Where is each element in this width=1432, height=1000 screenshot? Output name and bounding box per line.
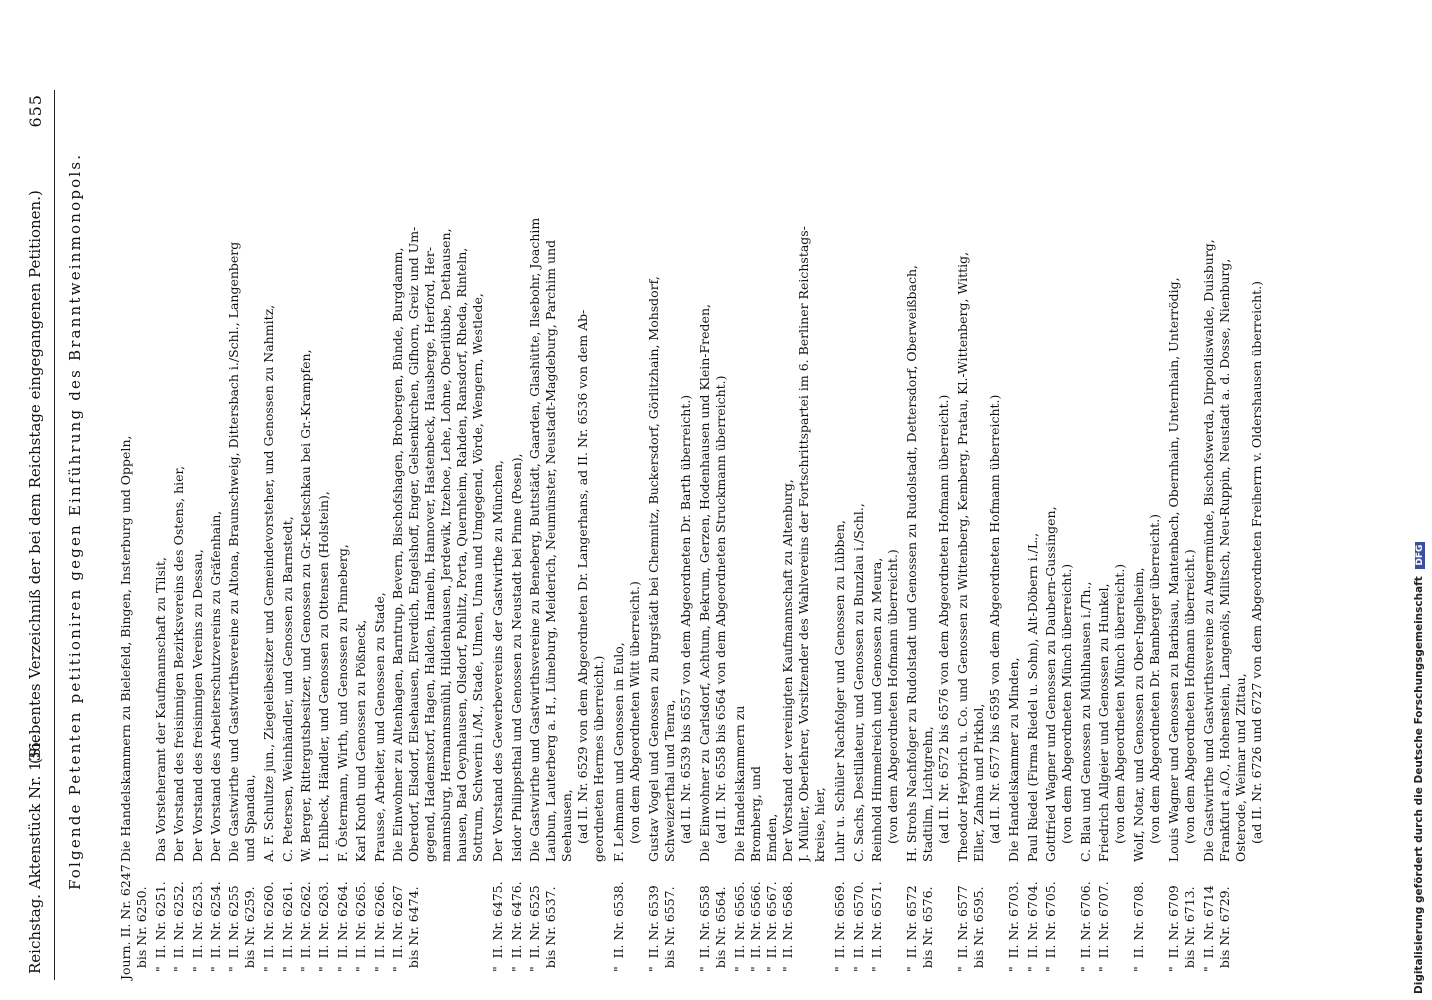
entry-reference: " II. Nr. 6262. [298,881,313,980]
entry-reference: " II. Nr. 6476. [508,881,524,980]
dfg-logo: DFG [1415,542,1425,569]
entry-text [1043,52,1075,862]
entry-line: Der Vorstand des freisinnigen Bezirksvereins des Ostens, hier, [171,465,187,862]
entry-line: (ad II. Nr. 6726 und 6727 von dem Abgeordneten Freiherrn v. Oldershausen überreicht.) [1248,280,1264,844]
entry-line: Prausse, Arbeiter, und Genossen zu Stade, [371,592,387,862]
entry-text [646,52,694,862]
entry-reference: " II. Nr. 6714 bis Nr. 6729. [1200,885,1232,973]
entry-line: C. Blau und Genossen zu Mühlhausen i./Th., [1078,581,1093,862]
entry-line: (von dem Abgeordneten Hofmann überreicht.) [1182,549,1197,844]
entry-line: Paul Riedel (Firma Riedel u. Sohn), Alt-Döbern i./L., [1024,532,1040,862]
entry-line: Frankfurt a./O., Hohenstein, Langenöls, Militsch, Neu-Ruppin, Neustadt a. d. Dosse, Nienburg, [1216,258,1232,862]
entry-line: (ad II. Nr. 6577 bis 6595 von dem Abgeordneten Hofmann überreicht.) [987,394,1003,844]
entry-text [732,52,828,862]
entry-reference: " II. Nr. 6704. [1024,881,1040,980]
entry-reference: " II. Nr. 6261. [279,881,295,980]
entry-line: H. Strohs Nachfolger zu Rudolstadt und Genossen zu Rudolstadt, Dettersdorf, Oberweißbach, [904,265,919,862]
entry-line: gegend, Hademstorf, Hagen, Halden, Hameln, Hannover, Hastenbeck, Hausberge, Herford, Her- [422,246,437,862]
section-title: Folgende Petenten petitioniren gegen Einführung des Branntweinmonopols. [66,152,84,890]
entry-line: Die Gastwirthe und Gastwirthsvereine zu Angermünde, Bischofswerda, Dirpoldiswalde, Duisburg, [1200,239,1216,862]
entry-reference: " II. Nr. 6577 bis Nr. 6595. [955,885,987,973]
entry-line: Emden, [764,813,779,862]
entry-line: Oberdorf, Elsdorf, Elsehausen, Elverdich, Engelshoff, Enger, Gelsenkirchen, Gifhorn, Greiz und Um- [406,226,421,862]
entry-text [1025,52,1041,862]
entry-reference: " II. Nr. 6571. [869,881,885,980]
entry-text [955,52,1003,862]
entry-line: Friedrich Allgeier und Genossen zu Hunkel, [1096,583,1112,862]
page-number: 655 [26,94,45,128]
entry-line: (ad II. Nr. 6529 von dem Abgeordneten Dr. Langerhans, ad II. Nr. 6536 von dem Ab- [575,309,591,844]
entry-text [118,52,134,862]
entry-line: J. Müller, Oberlehrer, Vorsitzender des Wahlvereins der Fortschrittspartei im 6. Berliner Reichstags- [796,226,811,862]
entry-line: Der Vorstand des Gewerbevereins der Gastwirthe zu München, [490,460,506,862]
entry-line: W. Berger, Rittergutsbesitzer, und Genossen zu Gr.-Kletschkau bei Gr.-Krampfen, [298,349,313,862]
entry-reference: " II. Nr. 6570. [850,881,866,980]
entry-reference: " II. Nr. 6707. [1096,881,1112,980]
entry-line: Theodor Heybrich u. Co. und Genossen zu Wittenberg, Kemberg, Pratau, Kl.-Wittenberg, Wittig, [955,251,971,862]
credit-strip [1413,6,1431,994]
entry-line: Die Einwohner zu Altenhagen, Barntrup, Bevern, Bischofshagen, Brobergen, Bünde, Burgdamm, [390,247,405,862]
entry-line: Osterode, Weimar und Zittau, [1232,673,1248,862]
entry-text [226,52,258,862]
entry-line: und Spandau, [242,774,258,862]
entry-line: Sottrum, Schwerin i./M., Stade, Ulmen, Unna und Umgegend, Vörde, Wengern, Westlede, [470,293,485,862]
entry-line: Gottfried Wagner und Genossen zu Daubern-Gussingen, [1043,506,1059,862]
entry-text [280,52,296,862]
entry-line: Reinhold Himmelreich und Genossen zu Meura, [869,557,885,862]
entry-line: Die Handelskammern zu Bielefeld, Bingen, Insterburg und Oppeln, [118,435,133,862]
entry-reference: " II. Nr. 6572 bis Nr. 6576. [904,885,935,973]
entry-line: geordneten Hermes überreicht.) [591,655,607,862]
entry-reference: " II. Nr. 6703. [1006,881,1022,980]
entry-reference: " II. Nr. 6475. [490,881,506,980]
entry-text [261,52,277,862]
entry-text [490,52,506,862]
entry-text [171,52,187,862]
entry-line: Gustav Vogel und Genossen zu Burgstädt bei Chemnitz, Buckersdorf, Görlitzhain, Mohsdorf, [646,276,661,862]
entry-text [390,52,486,862]
entry-line: Bromberg, und [748,766,763,862]
entry-text [697,52,729,862]
entry-reference: " II. Nr. 6539 bis Nr. 6557. [646,885,677,973]
entry-line: C. Petersen, Weinhändler, und Genossen zu Barnstedt, [279,516,295,862]
entry-line: (von dem Abgeordneten Dr. Bamberger überreicht.) [1147,513,1163,844]
entry-text [353,52,369,862]
header-rule [54,90,55,980]
entry-line: C. Sachs, Destillateur, und Genossen zu Bunzlau i./Schl., [850,503,866,862]
entry-line: (von dem Abgeordneten Witt überreicht.) [627,581,643,844]
entry-reference: " II. Nr. 6252. [171,881,187,980]
entry-line: Luhr u. Schüler Nachfolger und Genossen zu Lübben, [832,520,848,862]
credit-text-wrap [1413,6,1425,994]
entry-line: Der Vorstand des freisinnigen Vereins zu Dessau, [189,549,205,862]
entry-text [208,52,224,862]
entry-reference: " II. Nr. 6708. [1131,881,1147,980]
entry-reference: " II. Nr. 6709 bis Nr. 6713. [1166,885,1197,973]
entry-reference: " II. Nr. 6538. [611,881,627,980]
entry-text [1078,52,1094,862]
entry-reference: " II. Nr. 6264. [334,881,350,980]
entry-reference: " II. Nr. 6569. [832,881,848,980]
entry-line: Laubun, Lauterberg a. H., Lüneburg, Meiderich, Neumünster, Neustadt-Magdeburg, Parchim und [543,239,559,862]
entry-reference: " II. Nr. 6525 bis Nr. 6537. [527,885,559,973]
entry-line: I. Ehlbeck, Händler, und Genossen zu Ottensen (Holstein), [316,491,332,862]
entry-reference: " II. Nr. 6705. [1043,881,1059,980]
entry-line: hausen, Bad Oeynhausen, Olsdorf, Pohlitz, Porta, Quernheim, Rahden, Ransdorf, Rheda, Rinteln, [454,247,469,862]
entry-reference: " II. Nr. 6251. [152,881,168,980]
entry-text [1201,52,1265,862]
entry-text [1131,52,1163,862]
entry-text [335,52,351,862]
entry-line: Die Gastwirthe und Gastwirthsvereine zu Beneberg, Buttstädt, Gaarden, Glashütte, Ilsebohr, Joachim [527,217,543,862]
entry-reference: " II. Nr. 6558 bis Nr. 6564. [697,885,729,973]
entry-reference: " II. Nr. 6260. [261,881,277,980]
entry-reference: " II. Nr. 6267 bis Nr. 6474. [390,885,421,973]
entry-text [527,52,607,862]
entry-line: Stadtilm, Lichtgrehn, [920,726,935,862]
entry-line: (von dem Abgeordneten Münch überreicht.) [1112,563,1128,844]
entry-text [190,52,206,862]
entry-reference: " II. Nr. 6254. [208,881,223,980]
entry-line: Der Vorstand des Arbeiterschutzvereins zu Gräfenhain, [208,510,223,862]
entry-line: Schweizerthal und Tenra, [662,699,677,862]
entry-text [372,52,388,862]
entry-line: kreise, hier, [812,787,827,862]
entry-text [851,52,867,862]
header-left: Reichstag. Aktenstück Nr. 136. [26,737,44,974]
entry-line: Der Vorstand der vereinigten Kaufmannschaft zu Altenburg, [780,479,795,862]
entry-text [509,52,525,862]
entry-line: Wolf, Notar, und Genossen zu Ober-Ingelheim, [1131,567,1147,862]
entry-line: (ad II. Nr. 6572 bis 6576 von dem Abgeordneten Hofmann überreicht.) [936,394,951,844]
entry-line: Das Vorsteheramt der Kaufmannschaft zu Tilsit, [152,557,168,862]
entry-line: Die Gastwirthe und Gastwirthsvereine zu Altona, Braunschweig, Dittersbach i./Schl., Langenberg [226,241,242,862]
entry-line: (von dem Abgeordneten Münch überreicht.) [1059,563,1075,844]
header-center: (Siebentes Verzeichniß der bei dem Reichstage eingegangenen Petitionen.) [26,190,44,764]
entry-line: Eller, Zahna und Pirkhol, [971,703,987,862]
entry-line: Seehausen, [559,789,575,862]
entry-reference: " II. Nr. 6706. [1078,881,1093,980]
entry-text [316,52,332,862]
entry-text [869,52,901,862]
entry-reference: " II. Nr. 6565. " II. Nr. 6566. " II. Nr. 6567. " II. Nr. 6568. [732,881,795,973]
entry-text [832,52,848,862]
entry-line: Louis Wagner und Genossen zu Barbisau, Mantenbach, Obernhain, Unternhain, Unterrödig, [1166,277,1181,862]
entry-text [298,52,314,862]
entry-text [153,52,169,862]
entry-reference: Journ. II. Nr. 6247 bis Nr. 6250. [118,864,149,980]
entry-reference: " II. Nr. 6266. [371,881,387,980]
entry-text [611,52,643,862]
credit-text: Digitalisierung gefördert durch die Deutsche Forschungsgemeinschaft [1413,576,1425,994]
entry-line: (ad II. Nr. 6539 bis 6557 von dem Abgeordneten Dr. Barth überreicht.) [678,394,693,844]
entry-line: F. Östermann, Wirth, und Genossen zu Pinneberg, [334,544,350,862]
entry-line: mannsburg, Hermannsmühl, Hildenhausen, Jerdewik, Itzehoe, Lehe, Lohne, Oberlübbe, Dethausen, [438,228,453,862]
entry-reference: " II. Nr. 6265. [353,881,369,980]
entry-reference: " II. Nr. 6255 bis Nr. 6259. [226,885,258,973]
entry-text [1006,52,1022,862]
entry-line: F. Lehmann und Genossen in Eulo, [611,642,627,862]
entry-text [1166,52,1198,862]
entry-line: Die Handelskammer zu Minden, [1006,657,1022,862]
entry-line: A. F. Schultze jun., Ziegeleibesitzer und Gemeindevorsteher, und Genossen zu Nahmitz, [261,304,277,862]
entry-line: Isidor Philippsthal und Genossen zu Neustadt bei Pinne (Posen), [508,453,524,862]
entry-line: (ad II. Nr. 6558 bis 6564 von dem Abgeordneten Struckmann überreicht.) [713,375,729,844]
entry-line: (von dem Abgeordneten Hofmann überreicht.) [885,549,901,844]
entry-text [1096,52,1128,862]
entry-reference: " II. Nr. 6253. [189,881,205,980]
entry-line: Die Einwohner zu Carlsdorf, Achtum, Bekrum, Gerzen, Hodenhausen und Klein-Freden, [697,304,713,862]
entry-line: Karl Knoth und Genossen zu Pößneck, [353,619,369,862]
entry-text [904,52,952,862]
entry-line: Die Handelskammern zu [732,705,747,862]
entry-reference: " II. Nr. 6263. [316,881,332,980]
